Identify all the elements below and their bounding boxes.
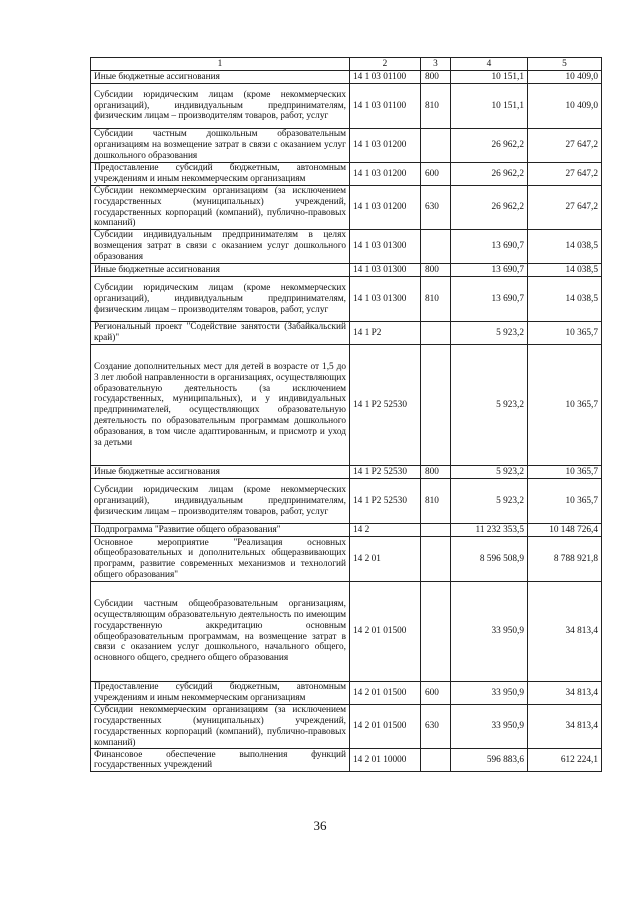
row-code: 14 1 03 01200 bbox=[350, 129, 421, 163]
row-name: Создание дополнительных мест для детей в возрасте от 1,5 до 3 лет любой направленности в организациях, осуществляющих образовательную деятельность (за исключением государственных, муниципальных), и у индивидуальных предпринимателей, осуществляющих образовательную деятельность по образовательным программам дошкольного образования, в том числе адаптированным, и присмотр и уход за детьми bbox=[91, 345, 350, 466]
table-row bbox=[91, 524, 602, 537]
table-row bbox=[91, 186, 602, 230]
row-amount-2: 14 038,5 bbox=[528, 264, 602, 277]
row-expense-type bbox=[421, 537, 451, 582]
row-amount-2: 14 038,5 bbox=[528, 277, 602, 322]
row-expense-type: 810 bbox=[421, 84, 451, 129]
row-amount-1: 5 923,2 bbox=[451, 479, 528, 524]
row-code: 14 2 01 10000 bbox=[350, 749, 421, 772]
row-code: 14 1 03 01100 bbox=[350, 71, 421, 84]
row-expense-type: 800 bbox=[421, 71, 451, 84]
table-row bbox=[91, 163, 602, 186]
row-expense-type: 600 bbox=[421, 682, 451, 705]
row-amount-2: 34 813,4 bbox=[528, 682, 602, 705]
row-amount-2: 10 365,7 bbox=[528, 345, 602, 466]
row-amount-1: 8 596 508,9 bbox=[451, 537, 528, 582]
table-body bbox=[91, 58, 602, 772]
row-code: 14 1 P2 52530 bbox=[350, 466, 421, 479]
row-expense-type bbox=[421, 524, 451, 537]
row-name: Основное мероприятие "Реализация основных общеобразовательных и дополнительных общеразвивающих программ, развитие современных механизмов и технологий общего образования" bbox=[91, 537, 350, 582]
row-amount-1: 596 883,6 bbox=[451, 749, 528, 772]
table-row bbox=[91, 129, 602, 163]
row-code: 14 1 03 01200 bbox=[350, 163, 421, 186]
header-col-3: 3 bbox=[421, 58, 451, 71]
row-amount-1: 13 690,7 bbox=[451, 230, 528, 264]
row-code: 14 1 P2 52530 bbox=[350, 345, 421, 466]
row-name: Субсидии юридическим лицам (кроме некоммерческих организаций), индивидуальным предпринимателям, физическим лицам – производителям товаров, работ, услуг bbox=[91, 84, 350, 129]
table-row bbox=[91, 479, 602, 524]
header-col-2: 2 bbox=[350, 58, 421, 71]
row-name: Предоставление субсидий бюджетным, автономным учреждениям и иным некоммерческим организациям bbox=[91, 163, 350, 186]
row-amount-1: 10 151,1 bbox=[451, 71, 528, 84]
row-code: 14 1 03 01200 bbox=[350, 186, 421, 230]
table-row bbox=[91, 466, 602, 479]
row-code: 14 1 P2 bbox=[350, 322, 421, 345]
row-amount-1: 26 962,2 bbox=[451, 129, 528, 163]
row-name: Субсидии юридическим лицам (кроме некоммерческих организаций), индивидуальным предпринимателям, физическим лицам – производителям товаров, работ, услуг bbox=[91, 277, 350, 322]
table-row bbox=[91, 537, 602, 582]
row-name: Региональный проект "Содействие занятости (Забайкальский край)" bbox=[91, 322, 350, 345]
row-name: Субсидии индивидуальным предпринимателям в целях возмещения затрат в связи с оказанием услуг дошкольного образования bbox=[91, 230, 350, 264]
table-row bbox=[91, 345, 602, 466]
row-code: 14 1 03 01100 bbox=[350, 84, 421, 129]
table-row bbox=[91, 749, 602, 772]
row-amount-1: 33 950,9 bbox=[451, 682, 528, 705]
row-code: 14 2 01 01500 bbox=[350, 682, 421, 705]
row-expense-type: 600 bbox=[421, 163, 451, 186]
row-code: 14 1 03 01300 bbox=[350, 277, 421, 322]
table-row bbox=[91, 84, 602, 129]
row-amount-2: 10 365,7 bbox=[528, 322, 602, 345]
table-row bbox=[91, 264, 602, 277]
row-amount-1: 13 690,7 bbox=[451, 264, 528, 277]
header-row bbox=[91, 58, 602, 71]
table-row bbox=[91, 582, 602, 682]
row-name: Субсидии некоммерческим организациям (за исключением государственных (муниципальных) учреждений, государственных корпораций (компаний), публично-правовых компаний) bbox=[91, 705, 350, 749]
row-amount-1: 13 690,7 bbox=[451, 277, 528, 322]
row-name: Субсидии частным общеобразовательным организациям, осуществляющим образовательную деятельность по имеющим государственную аккредитацию основным общеобразовательным программам, на возмещение затрат в связи с оказанием услуг дошкольного, начального общего, основного общего, среднего общего образования bbox=[91, 582, 350, 682]
row-amount-2: 27 647,2 bbox=[528, 129, 602, 163]
row-amount-2: 27 647,2 bbox=[528, 186, 602, 230]
row-amount-2: 14 038,5 bbox=[528, 230, 602, 264]
row-expense-type bbox=[421, 322, 451, 345]
row-amount-1: 10 151,1 bbox=[451, 84, 528, 129]
row-name: Предоставление субсидий бюджетным, автономным учреждениям и иным некоммерческим организациям bbox=[91, 682, 350, 705]
table-row bbox=[91, 682, 602, 705]
row-expense-type: 810 bbox=[421, 479, 451, 524]
row-amount-1: 33 950,9 bbox=[451, 582, 528, 682]
row-amount-2: 612 224,1 bbox=[528, 749, 602, 772]
row-expense-type bbox=[421, 230, 451, 264]
row-expense-type bbox=[421, 582, 451, 682]
row-code: 14 2 01 bbox=[350, 537, 421, 582]
row-name: Субсидии частным дошкольным образовательным организациям на возмещение затрат в связи с оказанием услуг дошкольного образования bbox=[91, 129, 350, 163]
row-amount-2: 10 409,0 bbox=[528, 71, 602, 84]
row-code: 14 1 03 01300 bbox=[350, 230, 421, 264]
page-number: 36 bbox=[313, 818, 327, 833]
row-name: Иные бюджетные ассигнования bbox=[91, 466, 350, 479]
row-name: Финансовое обеспечение выполнения функций государственных учреждений bbox=[91, 749, 350, 772]
row-expense-type bbox=[421, 749, 451, 772]
row-code: 14 2 01 01500 bbox=[350, 705, 421, 749]
table-row bbox=[91, 322, 602, 345]
row-name: Субсидии некоммерческим организациям (за исключением государственных (муниципальных) учреждений, государственных корпораций (компаний), публично-правовых компаний) bbox=[91, 186, 350, 230]
row-expense-type bbox=[421, 129, 451, 163]
header-col-5: 5 bbox=[528, 58, 602, 71]
budget-table bbox=[90, 57, 602, 772]
row-amount-1: 11 232 353,5 bbox=[451, 524, 528, 537]
row-name: Субсидии юридическим лицам (кроме некоммерческих организаций), индивидуальным предпринимателям, физическим лицам – производителям товаров, работ, услуг bbox=[91, 479, 350, 524]
row-amount-1: 5 923,2 bbox=[451, 322, 528, 345]
row-amount-2: 8 788 921,8 bbox=[528, 537, 602, 582]
row-amount-2: 27 647,2 bbox=[528, 163, 602, 186]
row-code: 14 2 bbox=[350, 524, 421, 537]
row-name: Подпрограмма "Развитие общего образования" bbox=[91, 524, 350, 537]
header-col-4: 4 bbox=[451, 58, 528, 71]
row-code: 14 1 03 01300 bbox=[350, 264, 421, 277]
table-row bbox=[91, 705, 602, 749]
row-amount-1: 33 950,9 bbox=[451, 705, 528, 749]
row-name: Иные бюджетные ассигнования bbox=[91, 264, 350, 277]
row-amount-2: 10 365,7 bbox=[528, 479, 602, 524]
row-amount-2: 34 813,4 bbox=[528, 705, 602, 749]
row-expense-type bbox=[421, 345, 451, 466]
row-amount-2: 10 365,7 bbox=[528, 466, 602, 479]
row-amount-2: 10 148 726,4 bbox=[528, 524, 602, 537]
row-expense-type: 800 bbox=[421, 466, 451, 479]
row-expense-type: 630 bbox=[421, 186, 451, 230]
row-amount-1: 5 923,2 bbox=[451, 466, 528, 479]
row-amount-1: 26 962,2 bbox=[451, 163, 528, 186]
row-amount-1: 5 923,2 bbox=[451, 345, 528, 466]
table-row bbox=[91, 277, 602, 322]
row-amount-1: 26 962,2 bbox=[451, 186, 528, 230]
row-amount-2: 10 409,0 bbox=[528, 84, 602, 129]
header-col-1: 1 bbox=[91, 58, 350, 71]
row-code: 14 2 01 01500 bbox=[350, 582, 421, 682]
row-expense-type: 800 bbox=[421, 264, 451, 277]
table-row bbox=[91, 71, 602, 84]
table-row bbox=[91, 230, 602, 264]
row-amount-2: 34 813,4 bbox=[528, 582, 602, 682]
row-name: Иные бюджетные ассигнования bbox=[91, 71, 350, 84]
row-code: 14 1 P2 52530 bbox=[350, 479, 421, 524]
row-expense-type: 630 bbox=[421, 705, 451, 749]
row-expense-type: 810 bbox=[421, 277, 451, 322]
